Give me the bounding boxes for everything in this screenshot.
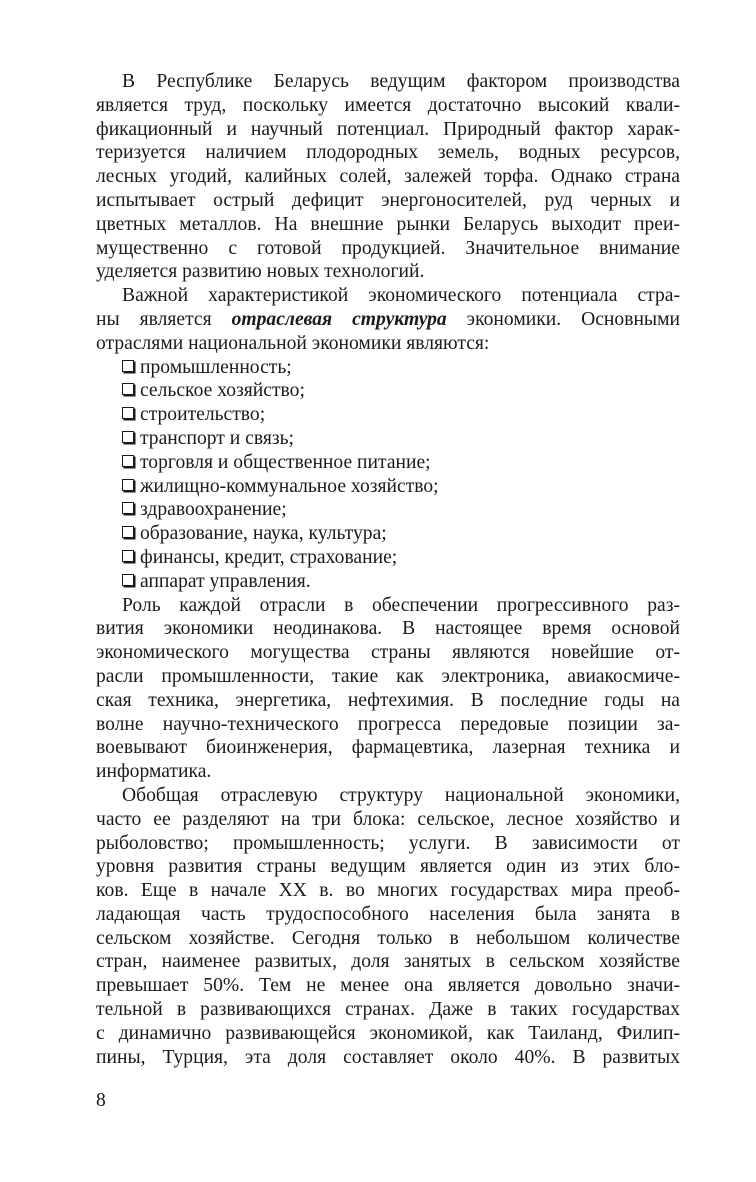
text-line: мущественно с готовой продукцией. Значительное внимание: [96, 237, 680, 259]
checkbox-bullet-icon: [122, 502, 134, 514]
text-line: пины, Турция, эта доля составляет около 40%. В развитых: [96, 1046, 680, 1068]
checkbox-bullet-icon: [122, 407, 134, 419]
checkbox-bullet-icon: [122, 431, 134, 443]
list-item: [96, 403, 680, 427]
list-item-text: жилищно-коммунальное хозяйство;: [140, 475, 439, 497]
industry-list: [96, 356, 680, 594]
checkbox-bullet-icon: [122, 550, 134, 562]
text-line: волне научно-технического прогресса передовые позиции за-: [96, 713, 680, 735]
text-line: превышает 50%. Тем не менее она является довольно значи-: [96, 975, 680, 997]
checkbox-bullet-icon: [122, 574, 134, 586]
list-item-text: строительство;: [140, 404, 266, 426]
text-line: воевывают биоинженерия, фармацевтика, лазерная техника и: [96, 737, 680, 759]
list-item-text: транспорт и связь;: [140, 427, 294, 449]
list-item: [96, 546, 680, 570]
list-item-text: аппарат управления.: [140, 570, 311, 592]
paragraph-4: [96, 784, 680, 1070]
text-line: рыболовство; промышленность; услуги. В зависимости от: [96, 832, 680, 854]
checkbox-bullet-icon: [122, 455, 134, 467]
list-item: [96, 475, 680, 499]
text-line: часто ее разделяют на три блока: сельское, лесное хозяйство и: [96, 808, 680, 830]
text-line: тельной в развивающихся странах. Даже в таких государствах: [96, 999, 680, 1021]
text-line: сельском хозяйстве. Сегодня только в небольшом количестве: [96, 927, 680, 949]
text-line: вития экономики неодинакова. В настоящее время основой: [96, 618, 680, 640]
paragraph-2: [96, 284, 680, 355]
text-line: уделяется развитию новых технологий.: [96, 261, 425, 283]
list-item-text: торговля и общественное питание;: [140, 451, 431, 473]
text-line: ков. Еще в начале XX в. во многих государствах мира преоб-: [96, 880, 680, 902]
page-body: [96, 70, 680, 1069]
list-item: [96, 356, 680, 380]
checkbox-bullet-icon: [122, 383, 134, 395]
list-item-text: промышленность;: [140, 356, 292, 378]
list-item-text: финансы, кредит, страхование;: [140, 546, 398, 568]
emphasis-term: отраслевая структура: [231, 308, 447, 330]
checkbox-bullet-icon: [122, 360, 134, 372]
text-line: лесных угодий, калийных солей, залежей торфа. Однако страна: [96, 166, 680, 188]
list-item-text: здравоохранение;: [140, 499, 287, 521]
text-line: [96, 308, 680, 332]
text-line: Роль каждой отрасли в обеспечении прогрессивного раз-: [122, 594, 680, 616]
list-item: [96, 379, 680, 403]
text-line: уровня развития страны ведущим является один из этих бло-: [96, 856, 680, 878]
text-line: ладающая часть трудоспособного населения была занята в: [96, 903, 680, 925]
text-line: Обобщая отраслевую структуру национальной экономики,: [122, 784, 680, 806]
text-line: с динамично развивающейся экономикой, как Таиланд, Филип-: [96, 1022, 680, 1044]
page-number: 8: [96, 1090, 106, 1111]
text-line: В Республике Беларусь ведущим фактором производства: [122, 71, 680, 92]
text-fragment: ны является: [96, 308, 232, 330]
list-item: [96, 522, 680, 546]
text-fragment: экономики. Основными: [446, 308, 680, 330]
list-item-text: образование, наука, культура;: [140, 523, 387, 545]
paragraph-3: [96, 594, 680, 784]
text-line: отраслями национальной экономики являются:: [96, 332, 490, 354]
text-line: Важной характеристикой экономического потенциала стра-: [122, 285, 680, 307]
text-line: цветных металлов. На внешние рынки Беларусь выходит преи-: [96, 213, 680, 235]
checkbox-bullet-icon: [122, 526, 134, 538]
list-item-text: сельское хозяйство;: [140, 380, 305, 402]
text-line: фикационный и научный потенциал. Природный фактор харак-: [96, 118, 680, 140]
text-line: расли промышленности, такие как электроника, авиакосмиче-: [96, 665, 680, 687]
text-line: информатика.: [96, 761, 212, 783]
list-item: [96, 427, 680, 451]
list-item: [96, 570, 680, 594]
text-line: стран, наименее развитых, доля занятых в сельском хозяйстве: [96, 951, 680, 973]
list-item: [96, 451, 680, 475]
list-item: [96, 498, 680, 522]
text-line: испытывает острый дефицит энергоносителей, руд черных и: [96, 189, 680, 211]
text-line: теризуется наличием плодородных земель, водных ресурсов,: [96, 142, 680, 164]
text-line: является труд, поскольку имеется достаточно высокий квали-: [96, 94, 680, 116]
text-line: ская техника, энергетика, нефтехимия. В последние годы на: [96, 689, 680, 711]
paragraph-1: [96, 70, 680, 284]
text-line: экономического могущества страны являются новейшие от-: [96, 642, 680, 664]
checkbox-bullet-icon: [122, 479, 134, 491]
